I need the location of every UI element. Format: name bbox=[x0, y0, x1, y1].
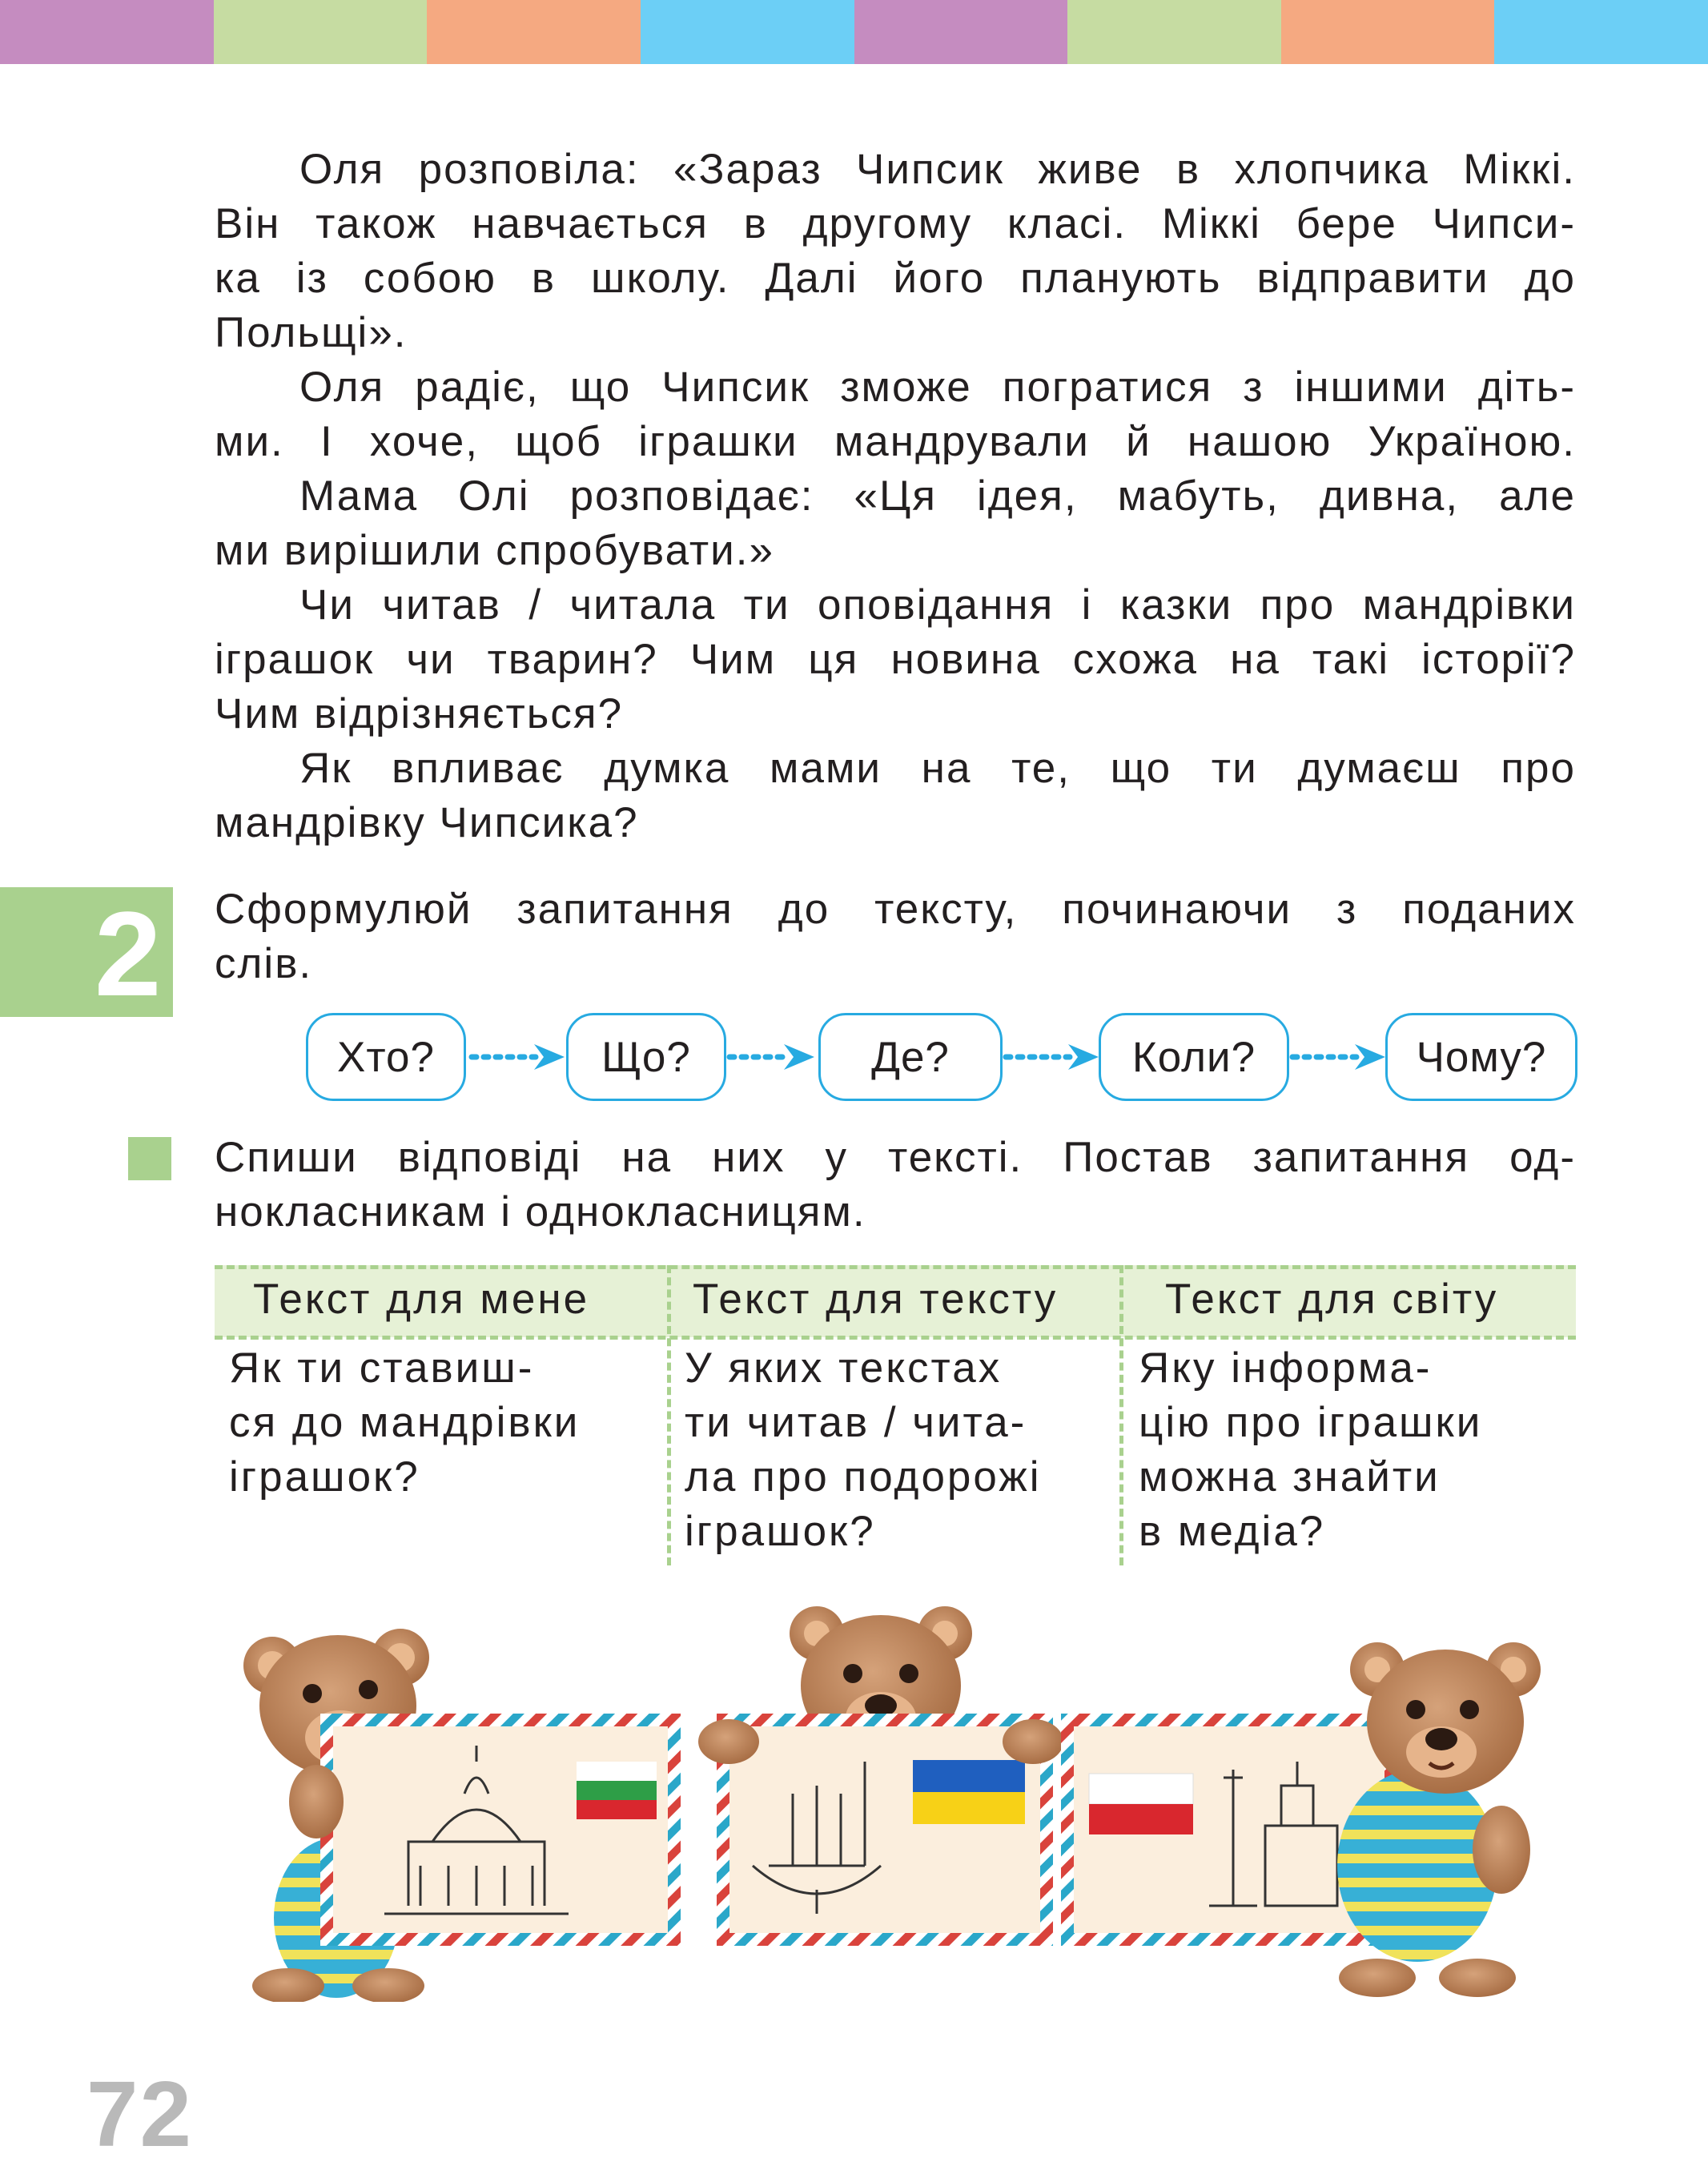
text-line: в медіа? bbox=[1139, 1508, 1326, 1555]
table-column-divider bbox=[667, 1265, 671, 1565]
paragraph-mom-opinion bbox=[215, 469, 1576, 578]
table-header-me: Текст для мене bbox=[253, 1276, 590, 1323]
strip-segment bbox=[214, 0, 428, 64]
paragraph-olya-story bbox=[215, 143, 1576, 360]
subtask-marker bbox=[128, 1137, 171, 1180]
table-divider bbox=[215, 1265, 1576, 1269]
text-line: Оля розповіла: «Зараз Чипсик живе в хлопчика Міккі. bbox=[299, 146, 1576, 193]
text-line: іграшок чи тварин? Чим ця новина схожа на такі історії? bbox=[215, 636, 1576, 683]
text-line: нокласникам і однокласницям. bbox=[215, 1188, 866, 1236]
text-line: ти читав / чита- bbox=[685, 1399, 1027, 1446]
page-number: 72 bbox=[86, 2062, 194, 2166]
text-line: Сформулюй запитання до тексту, починаючи з поданих bbox=[215, 886, 1576, 933]
table-cell-world bbox=[1139, 1341, 1482, 1559]
dotted-arrow-icon bbox=[468, 1041, 566, 1073]
question-bubble-when: Коли? bbox=[1099, 1013, 1289, 1101]
question-bubble-where: Де? bbox=[818, 1013, 1003, 1101]
dotted-arrow-icon bbox=[1289, 1041, 1387, 1073]
dotted-arrow-icon bbox=[726, 1041, 816, 1073]
task2-instruction bbox=[215, 882, 1576, 991]
text-line: Як впливає думка мами на те, що ти думаєш про bbox=[299, 745, 1576, 792]
question-bubble-why: Чому? bbox=[1385, 1013, 1577, 1101]
text-line: цію про іграшки bbox=[1139, 1399, 1483, 1446]
postcard-ukraine bbox=[698, 1714, 1063, 1946]
table-header-world: Текст для світу bbox=[1165, 1276, 1499, 1323]
text-line: ми вирішили спробувати.» bbox=[215, 527, 774, 574]
subtask-instruction bbox=[215, 1131, 1576, 1240]
text-line: Оля радіє, що Чипсик зможе погратися з іншими діть- bbox=[299, 364, 1576, 411]
text-line: Польщі». bbox=[215, 309, 408, 356]
paragraph-question-influence bbox=[215, 741, 1576, 850]
question-bubble-what: Що? bbox=[566, 1013, 726, 1101]
table-header-text: Текст для тексту bbox=[693, 1276, 1059, 1323]
strip-segment bbox=[854, 0, 1068, 64]
dotted-arrow-icon bbox=[1003, 1041, 1100, 1073]
top-color-strip bbox=[0, 0, 1708, 64]
text-line: ми. І хоче, щоб іграшки мандрували й нашою Україною. bbox=[215, 418, 1576, 465]
text-line: Яку інформа- bbox=[1139, 1344, 1433, 1392]
strip-segment bbox=[1281, 0, 1495, 64]
text-line: ка із собою в школу. Далі його планують відправити до bbox=[215, 255, 1576, 302]
text-line: ся до мандрівки bbox=[229, 1399, 581, 1446]
strip-segment bbox=[641, 0, 854, 64]
postcard-bulgaria bbox=[289, 1714, 681, 1946]
teddy-bears-postcards-illustration bbox=[240, 1601, 1553, 2002]
text-line: Він також навчається в другому класі. Міккі бере Чипси- bbox=[215, 200, 1576, 247]
question-bubble-who: Хто? bbox=[306, 1013, 466, 1101]
text-line: іграшок? bbox=[685, 1508, 876, 1555]
paragraph-question-reading bbox=[215, 578, 1576, 741]
text-line: Чим відрізняється? bbox=[215, 690, 624, 737]
text-line: можна знайти bbox=[1139, 1453, 1441, 1501]
table-column-divider bbox=[1119, 1265, 1123, 1565]
table-cell-me bbox=[229, 1341, 580, 1505]
table-cell-text bbox=[685, 1341, 1042, 1559]
text-line: Чи читав / читала ти оповідання і казки про мандрівки bbox=[299, 581, 1576, 629]
text-line: мандрівку Чипсика? bbox=[215, 799, 639, 846]
text-line: Мама Олі розповідає: «Ця ідея, мабуть, дивна, але bbox=[299, 472, 1576, 520]
paragraph-olya-joy bbox=[215, 360, 1576, 469]
text-line: слів. bbox=[215, 940, 313, 987]
text-line: У яких текстах bbox=[685, 1344, 1003, 1392]
table-divider bbox=[215, 1336, 1576, 1340]
strip-segment bbox=[1067, 0, 1281, 64]
task-number: 2 bbox=[94, 886, 162, 1021]
text-line: Спиши відповіді на них у тексті. Постав запитання од- bbox=[215, 1134, 1576, 1181]
strip-segment bbox=[427, 0, 641, 64]
text-line: ла про подорожі bbox=[685, 1453, 1042, 1501]
strip-segment bbox=[1494, 0, 1708, 64]
text-line: іграшок? bbox=[229, 1453, 420, 1501]
text-line: Як ти ставиш- bbox=[229, 1344, 535, 1392]
strip-segment bbox=[0, 0, 214, 64]
